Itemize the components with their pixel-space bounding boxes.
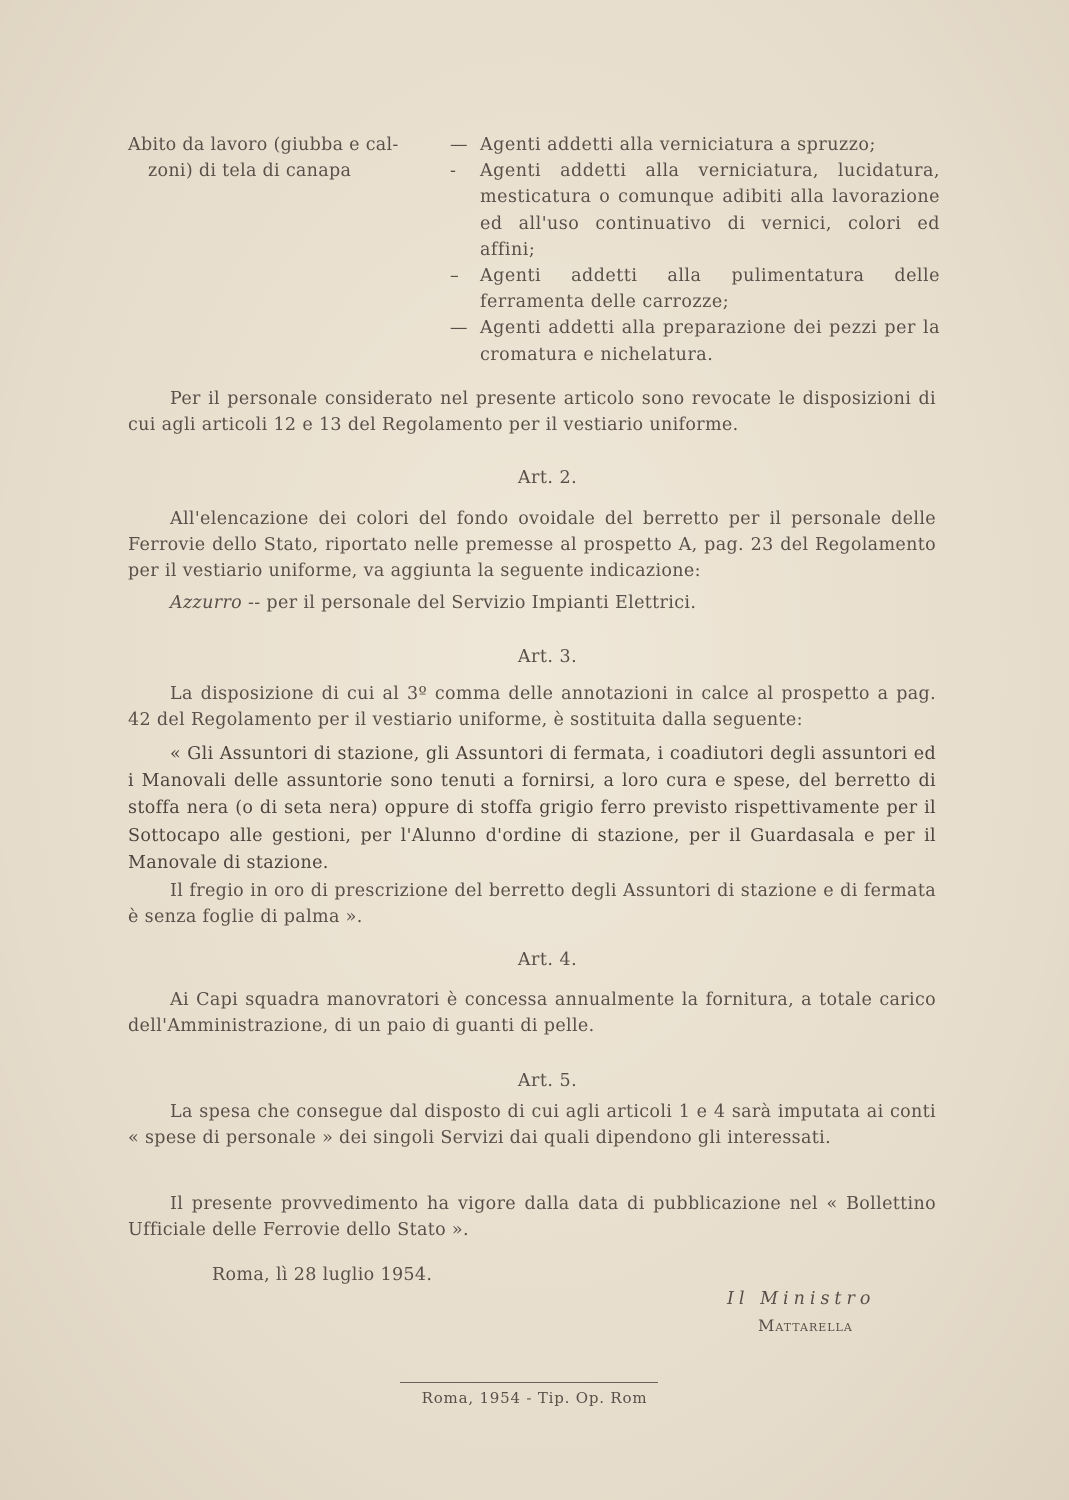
art-4-heading: Art. 4. (517, 950, 578, 970)
item-label (128, 132, 448, 184)
footer-divider (400, 1382, 658, 1383)
list-item-text: Agenti addetti alla pulimentatura delle ferramenta delle carrozze; (480, 266, 940, 313)
list-item (450, 132, 940, 158)
art-5-text-2: Il presente provvedimento ha vigore dalla data di pubblicazione nel « Bollettino Ufficiale delle Ferrovie dello Stato ». (128, 1194, 936, 1240)
art-5-text-1: La spesa che consegue dal disposto di cui agli articoli 1 e 4 sarà imputata ai conti « spese di personale » dei singoli Servizi dai quali dipendono gli interessati. (128, 1102, 936, 1148)
signature-title: Il Ministro (727, 1289, 876, 1309)
printer-imprint: Roma, 1954 - Tip. Op. Rom (421, 1389, 648, 1407)
art-4-text: Ai Capi squadra manovratori è concessa annualmente la fornitura, a totale carico dell'Amministrazione, di un paio di guanti di pelle. (128, 990, 936, 1036)
art-2-heading: Art. 2. (517, 468, 578, 488)
art-5-heading: Art. 5. (517, 1071, 578, 1091)
art-3-heading: Art. 3. (517, 647, 578, 667)
personnel-list (450, 132, 940, 368)
dash-marker: - (450, 161, 457, 182)
list-item (450, 315, 940, 367)
art-3-text-2: « Gli Assuntori di stazione, gli Assuntori di fermata, i coadiutori degli assuntori ed i Manovali delle assuntorie sono tenuti a fornirsi, a loro cura e spese, del berretto di stoffa nera (o di seta nera) oppure di stoffa grigio ferro previsto rispettivamente per il Sottocapo alle gestioni, per l'Alunno d'ordine di stazione, per il Guardasala e per il Manovale di stazione. (128, 744, 936, 873)
art-2-text: All'elencazione dei colori del fondo ovoidale del berretto per il personale delle Ferrovie dello Stato, riportato nelle premesse al prospetto A, pag. 23 del Regolamento per il vestiario uniforme, va aggiunta la seguente indicazione: (128, 509, 936, 581)
date-line: Roma, lì 28 luglio 1954. (212, 1265, 433, 1285)
dash-marker: — (450, 135, 468, 155)
list-item (450, 158, 940, 263)
list-item-text: Agenti addetti alla verniciatura a spruzzo; (480, 135, 876, 155)
art-2-colour-line (128, 590, 936, 616)
item-label-line-1: Abito da lavoro (giubba e cal- (128, 135, 399, 155)
signature-name: Mattarella (758, 1316, 853, 1335)
dash-marker: – (450, 266, 460, 287)
colour-description: -- per il personale del Servizio Impianti Elettrici. (242, 593, 697, 613)
art-3-text-3: Il fregio in oro di prescrizione del berretto degli Assuntori di stazione e di fermata è senza foglie di palma ». (128, 881, 936, 927)
art-3-text-1: La disposizione di cui al 3º comma delle annotazioni in calce al prospetto a pag. 42 del Regolamento per il vestiario uniforme, è sostituita dalla seguente: (128, 684, 936, 730)
revocation-paragraph: Per il personale considerato nel presente articolo sono revocate le disposizioni di cui agli articoli 12 e 13 del Regolamento per il vestiario uniforme. (128, 389, 936, 435)
list-item-text: Agenti addetti alla verniciatura, lucidatura, mesticatura o comunque adibiti alla lavorazione ed all'uso continuativo di vernici, colori ed affini; (480, 161, 940, 260)
colour-name: Azzurro (170, 593, 243, 613)
item-label-line-2: zoni) di tela di canapa (148, 161, 352, 181)
list-item (450, 263, 940, 315)
dash-marker: — (450, 318, 468, 339)
list-item-text: Agenti addetti alla preparazione dei pezzi per la cromatura e nichelatura. (480, 318, 940, 365)
